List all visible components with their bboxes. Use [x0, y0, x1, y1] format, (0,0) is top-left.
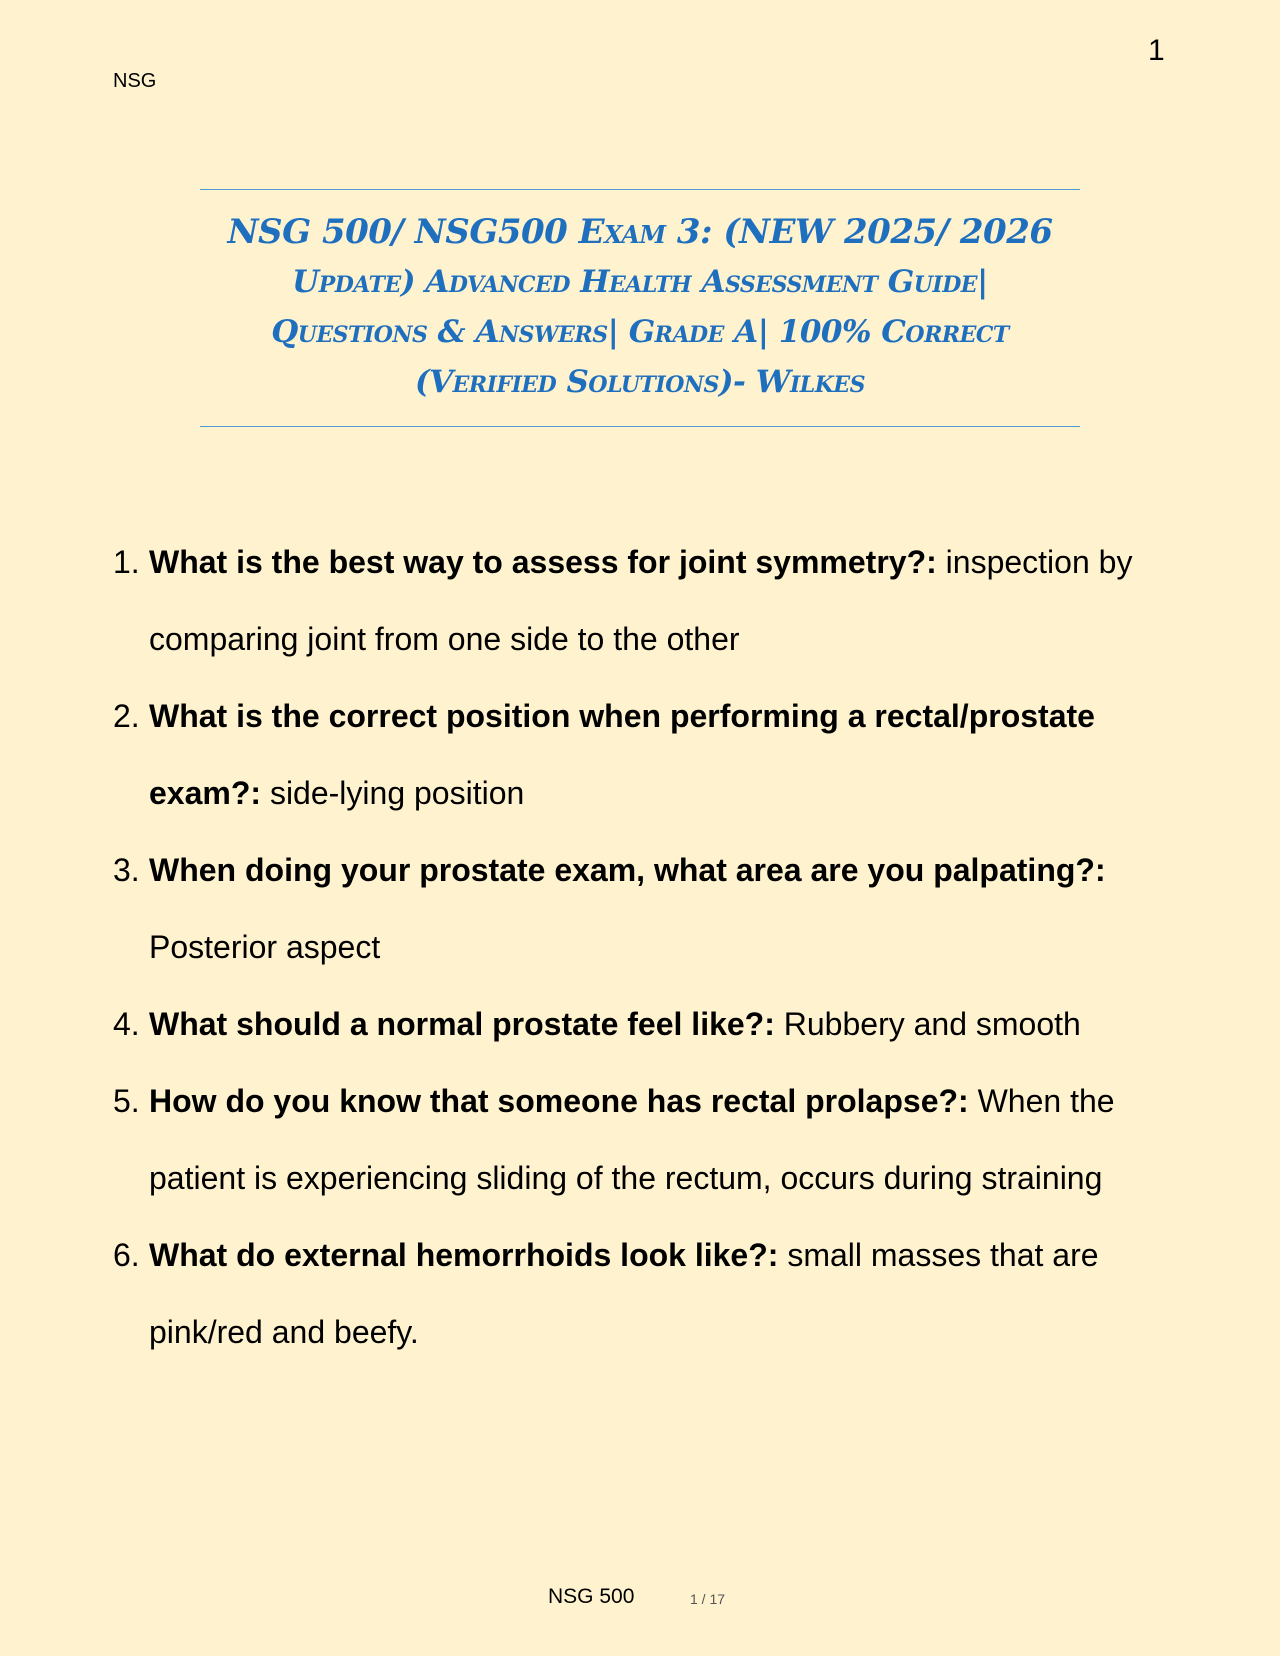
qa-number: 6.: [113, 1237, 140, 1273]
qa-list: [113, 524, 1173, 1371]
qa-question: What is the correct position when performing a rectal/prostate exam?:: [149, 698, 1095, 811]
qa-answer: small masses that are pink/red and beefy.: [149, 1237, 1099, 1350]
qa-number: 2.: [113, 698, 140, 734]
qa-item: [113, 986, 1173, 1063]
qa-answer: side-lying position: [261, 775, 525, 811]
qa-number: 5.: [113, 1083, 140, 1119]
qa-item: [113, 524, 1173, 678]
qa-question: What is the best way to assess for joint symmetry?:: [149, 544, 937, 580]
qa-number: 4.: [113, 1006, 140, 1042]
document-title: [200, 208, 1080, 407]
page-indicator: 1 / 17: [690, 1591, 726, 1607]
qa-answer: When the patient is experiencing sliding of the rectum, occurs during straining: [149, 1083, 1115, 1196]
title-line-4: (Verified Solutions)- Wilkes: [414, 364, 866, 400]
qa-number: 3.: [113, 852, 140, 888]
qa-item: [113, 832, 1173, 986]
title-line-3: Questions & Answers| Grade A| 100% Correct: [271, 314, 1009, 350]
title-block: [200, 189, 1080, 427]
qa-question: When doing your prostate exam, what area are you palpating?:: [149, 852, 1106, 888]
qa-question: How do you know that someone has rectal prolapse?:: [149, 1083, 969, 1119]
qa-question: What should a normal prostate feel like?:: [149, 1006, 775, 1042]
title-line-1: NSG 500/ NSG500 Exam 3: (NEW 2025/ 2026: [227, 212, 1053, 252]
header-course-label: NSG: [113, 70, 157, 92]
qa-item: [113, 1217, 1173, 1371]
page-number: 1: [1148, 34, 1165, 67]
qa-number: 1.: [113, 544, 140, 580]
qa-answer: Rubbery and smooth: [774, 1006, 1081, 1042]
footer-course-title: NSG 500: [548, 1585, 635, 1608]
qa-question: What do external hemorrhoids look like?:: [149, 1237, 779, 1273]
qa-item: [113, 678, 1173, 832]
title-line-2: Update) Advanced Health Assessment Guide|: [292, 264, 988, 300]
qa-answer: inspection by comparing joint from one side to the other: [149, 544, 1133, 657]
qa-answer: Posterior aspect: [149, 929, 381, 965]
qa-item: [113, 1063, 1173, 1217]
